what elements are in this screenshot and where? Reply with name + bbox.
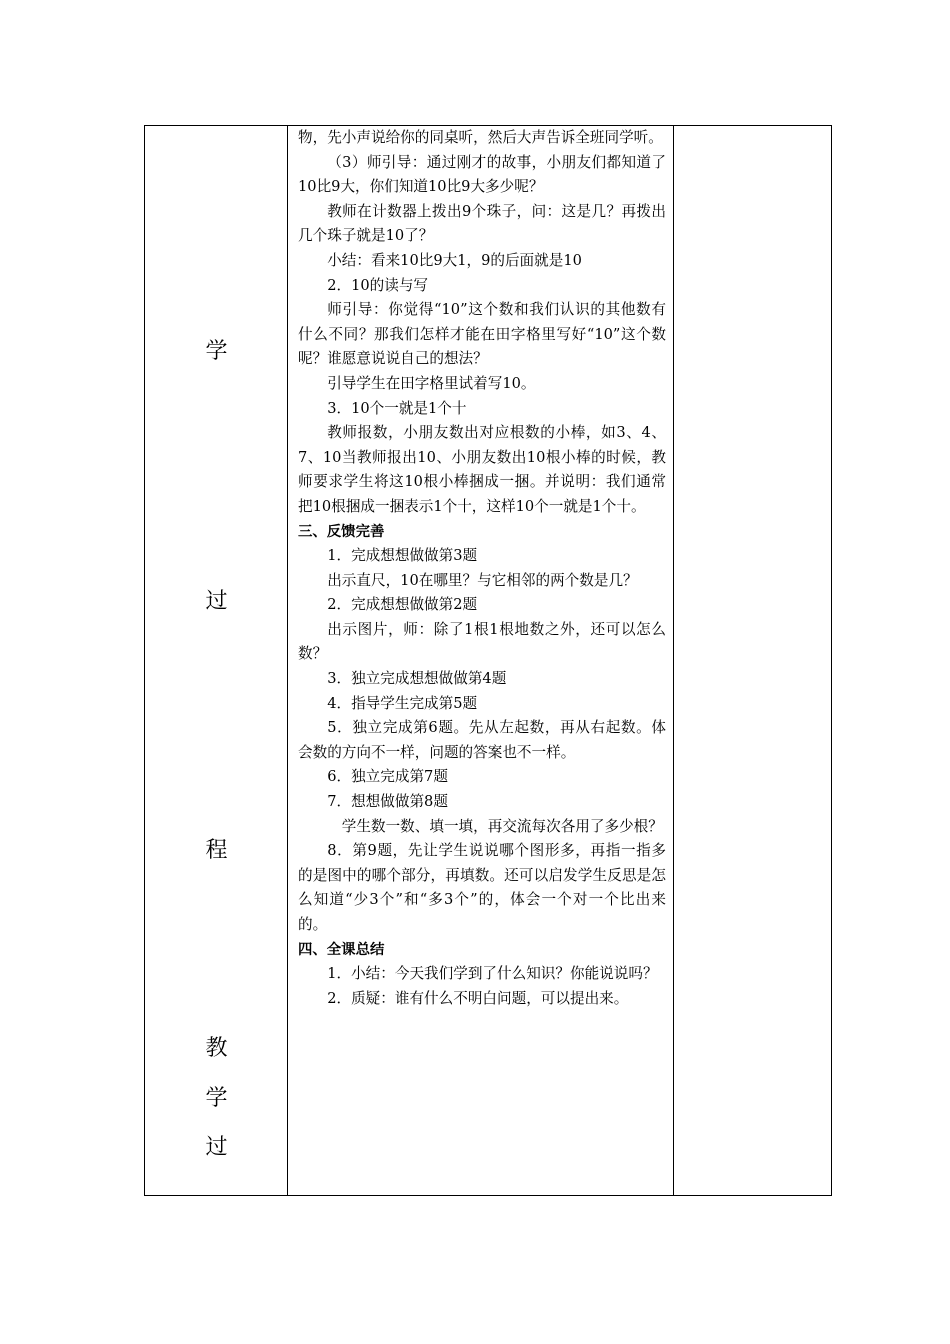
paragraph: 教师报数，小朋友数出对应根数的小棒，如3、4、7、10当教师报出10、小朋友数出10根小棒的时候，教师要求学生将这10根小棒捆成一捆。并说明：我们通常把10根捆成一捆表示1个十，这样10个一就是1个十。: [298, 424, 666, 515]
side-label-char: 学: [205, 339, 228, 364]
paragraph: 教师在计数器上拨出9个珠子，问：这是几？再拨出几个珠子就是10了？: [298, 202, 666, 245]
side-label-char: 过: [205, 1135, 228, 1160]
lesson-content: [298, 126, 666, 1011]
paragraph: 3．10个一就是1个十: [327, 399, 467, 417]
lesson-table: [144, 125, 832, 1196]
paragraph: 6．独立完成第7题: [327, 768, 448, 786]
paragraph: 2．完成想想做做第2题: [327, 596, 478, 614]
paragraph: 小结：看来10比9大1，9的后面就是10: [327, 251, 582, 269]
side-label-char: 过: [205, 589, 228, 614]
paragraph: 3．独立完成想想做做第4题: [327, 670, 507, 688]
paragraph: 1．小结：今天我们学到了什么知识？你能说说吗？: [327, 965, 658, 983]
paragraph: 5．独立完成第6题。先从左起数，再从右起数。体会数的方向不一样，问题的答案也不一样。: [298, 719, 666, 761]
section-heading: 四、全课总结: [298, 941, 385, 958]
paragraph: 学生数一数、填一填，再交流每次各用了多少根？: [341, 817, 663, 835]
paragraph: 师引导：你觉得“10”这个数和我们认识的其他数有什么不同？那我们怎样才能在田字格里写好“10”这个数呢？谁愿意说说自己的想法？: [298, 301, 666, 368]
paragraph: 2．质疑：谁有什么不明白问题，可以提出来。: [327, 989, 629, 1007]
section-heading: 三、反馈完善: [298, 523, 385, 540]
paragraph: 出示图片，师：除了1根1根地数之外，还可以怎么数？: [298, 620, 666, 663]
side-label-column: [145, 126, 288, 1195]
paragraph: 物，先小声说给你的同桌听，然后大声告诉全班同学听。: [298, 129, 663, 146]
paragraph: 8．第9题，先让学生说说哪个图形多，再指一指多的是图中的哪个部分，再填数。还可以启发学生反思是怎么知道“少3个”和“多3个”的，体会一个对一个比出来的。: [298, 842, 666, 933]
paragraph: 1．完成想想做做第3题: [327, 547, 478, 565]
side-label-char: 教: [205, 1036, 228, 1061]
lesson-content-column: [288, 126, 674, 1195]
side-label-char: 学: [205, 1086, 228, 1111]
paragraph: （3）师引导：通过刚才的故事，小朋友们都知道了10比9大，你们知道10比9大多少呢？: [298, 153, 666, 196]
paragraph: 2．10的读与写: [327, 276, 429, 294]
side-label-char: 程: [205, 838, 228, 863]
paragraph: 4．指导学生完成第5题: [327, 694, 478, 712]
paragraph: 引导学生在田字格里试着写10。: [327, 374, 536, 392]
paragraph: 7．想想做做第8题: [327, 793, 448, 811]
notes-column: [674, 126, 831, 1195]
paragraph: 出示直尺，10在哪里？与它相邻的两个数是几？: [327, 571, 638, 589]
